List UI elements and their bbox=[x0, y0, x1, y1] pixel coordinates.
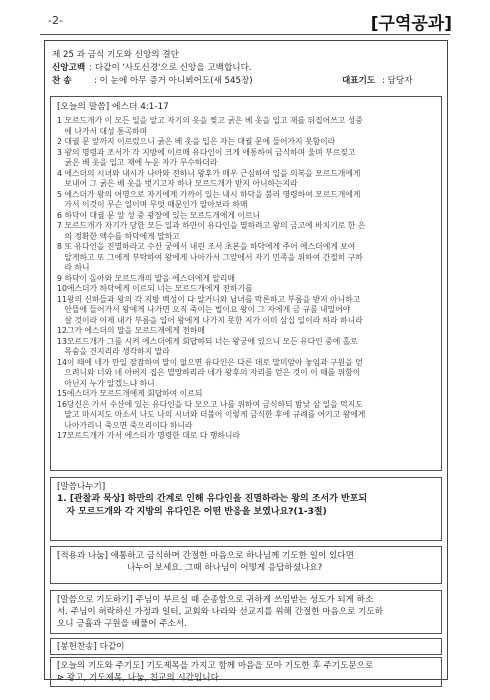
verse-line: 살 것이라 이제 내가 부름을 입어 왕에게 나가지 못한 지가 이미 삼십 일이라 하라 하니라 bbox=[57, 315, 363, 325]
verse-line: 안뜰에 들어가서 왕에게 나가면 오직 죽이는 법이요 왕이 그 자에게 금 규를 내밀어야 bbox=[57, 305, 351, 314]
verse-line: 16당신은 가서 수산에 있는 유다인을 다 모으고 나를 위하여 금식하되 밤낮 삼 일을 먹지도 bbox=[57, 399, 363, 409]
prayer-line-1: [말씀으로 기도하기] 주님이 부르실 때 순종함으로 귀하게 쓰임받는 성도가 되게 하소 bbox=[57, 595, 374, 605]
verse-line: 아닌지 누가 알겠느냐 하니 bbox=[57, 378, 155, 388]
verse-line: 알게하고 또 그에게 부탁하여 왕에게 나아가서 그앞에서 자기 민족을 위하여 간절히 구하 bbox=[57, 252, 363, 262]
confession-row bbox=[52, 63, 252, 74]
application-box bbox=[50, 546, 442, 584]
prayer-line-2: 서. 주님이 허락하신 가정과 일터, 교회와 나라와 선교지를 위해 간절한 마음으로 기도하 bbox=[57, 607, 384, 617]
verse-line: 보내어 그 굵은 베 옷을 벗기고자 하나 모르드개가 받지 아니하는지라 bbox=[57, 179, 298, 188]
verse-line: 라 하니 bbox=[57, 263, 90, 272]
today-prayer-box bbox=[50, 657, 442, 687]
scripture-heading: [오늘의 말씀] 에스더 4:1-17 bbox=[57, 102, 169, 112]
prayer-label: 대표기도 bbox=[342, 76, 376, 86]
prayer-group bbox=[342, 76, 413, 87]
confession-label: 신앙고백 bbox=[52, 63, 86, 73]
verse-line: 1 모르드개가 이 모든 일을 알고 자기의 옷을 찢고 굵은 베 옷을 입고 재를 뒤집어쓰고 성중 bbox=[57, 116, 363, 125]
verse-line: 10에스더가 하닥에게 이르되 너는 모르드개에게 전하기를 bbox=[57, 284, 253, 293]
application-label: [적용과 나눔] bbox=[57, 551, 108, 561]
verse-line: 의 정확한 액수를 하닥에게 말하고 bbox=[57, 231, 180, 241]
verse-line: 15에스더가 모르드개에게 회답하여 이르되 bbox=[57, 389, 203, 398]
verse-line: 14이 때에 네가 만일 잠잠하여 말이 없으면 유다인은 다른 데로 말미암아 놓임과 구원을 얻 bbox=[57, 357, 363, 367]
scripture-box bbox=[50, 96, 442, 471]
offering-text: [봉헌찬송] 다같이 bbox=[57, 642, 125, 652]
verse-line: 12그가 에스더의 말을 모르드개에게 전하매 bbox=[57, 326, 205, 335]
verse-line: 가서 이것이 무슨 일이며 무엇 때문인가 알아보라 하매 bbox=[57, 200, 248, 209]
application-line-1: 애통하고 금식하며 간절한 마음으로 하나님께 기도한 일이 있다면 bbox=[107, 551, 354, 561]
hymn-label: 찬 송 bbox=[52, 76, 72, 86]
verse-line: 2 대궐 문 앞까지 이르렀으니 굵은 베 옷을 입은 자는 대궐 문에 들어가지 못함이라 bbox=[57, 137, 336, 146]
today-prayer-line-2: ⊳ 광고, 기도제목, 나눔, 친교의 시간입니다. bbox=[57, 673, 222, 683]
verse-line: 17모르드개가 가서 에스더가 명령한 대로 다 행하니라 bbox=[57, 431, 240, 440]
prayer-text: : 담당자 bbox=[381, 76, 413, 86]
verse-line: 굵은 베 옷을 입고 재에 누운 자가 무수하더라 bbox=[57, 158, 218, 167]
verse-line: 8 또 유다인을 진멸하라고 수산 궁에서 내린 조서 초본을 하닥에게 주어 에스더에게 보여 bbox=[57, 242, 356, 251]
hymn-row bbox=[52, 76, 432, 87]
verse-list bbox=[57, 116, 437, 442]
verse-line: 목숨을 건지리라 생각하지 말라 bbox=[57, 347, 170, 356]
top-divider bbox=[40, 34, 450, 35]
verse-line: 으려니와 너와 네 아버지 집은 멸망하리라 네가 왕후의 자리를 얻은 것이 이 때를 위함이 bbox=[57, 368, 361, 377]
verse-line: 5 에스더가 왕의 어명으로 자기에게 가까이 있는 내시 하닥을 불러 명령하여 모르드개에게 bbox=[57, 189, 361, 199]
verse-line: 11왕의 신하들과 왕의 각 지방 백성이 다 알거니와 남녀를 막론하고 부름을 받지 아니하고 bbox=[57, 294, 361, 304]
verse-line: 4 에스더의 시녀와 내시가 나아와 전하니 왕후가 매우 근심하여 입을 의복을 모르드개에게 bbox=[57, 168, 361, 178]
lesson-title: 제 25 과 금식 기도와 신앙의 결단 bbox=[52, 50, 179, 60]
question-1-line-2: 자 모르드개와 각 지방의 유다인은 어떤 반응을 보였나요?(1-3절) bbox=[57, 507, 327, 517]
prayer-line-3: 오니 긍휼과 구원을 베풀어 주소서. bbox=[57, 619, 187, 629]
section-title: [구역공과] bbox=[370, 14, 452, 34]
hymn-text: : 이 눈에 아무 증거 아니뵈어도(새 545장) bbox=[94, 76, 253, 86]
verse-line: 나아가리니 죽으면 죽으리이다 하니라 bbox=[57, 420, 193, 430]
discussion-heading: [말씀나누기] bbox=[57, 482, 106, 492]
verse-line: 에 나가서 대성 통곡하며 bbox=[57, 126, 148, 136]
verse-line: 9 하닥이 돌아와 모르드개의 말을 에스더에게 알리매 bbox=[57, 273, 235, 283]
today-prayer-line-1: [오늘의 기도와 주기도] 기도제목을 가지고 함께 마음을 모아 기도한 후 주기도문으로 bbox=[57, 661, 374, 671]
application-line-2: 나누어 보세요. 그때 하나님이 어떻게 응답하셨나요? bbox=[127, 563, 323, 573]
page-number: -2- bbox=[48, 14, 63, 27]
offering-box bbox=[50, 638, 442, 655]
verse-line: 6 하닥이 대궐 문 앞 성 중 광장에 있는 모르드개에게 이르니 bbox=[57, 210, 260, 220]
discussion-box bbox=[50, 477, 442, 541]
confession-text: : 다같이 '사도신경'으로 신앙을 고백합니다. bbox=[89, 63, 252, 73]
verse-line: 3 왕의 명령과 조서가 각 지방에 이르매 유다인이 크게 애통하여 금식하며 울며 부르짖고 bbox=[57, 147, 356, 157]
question-1-line-1: 1. [관찰과 묵상] 하만의 간계로 인해 유다인을 진멸하라는 왕의 조서가 반포되 bbox=[57, 494, 368, 504]
application-row bbox=[57, 550, 435, 562]
verse-line: 13모르드개가 그를 시켜 에스더에게 회답하되 너는 왕궁에 있으니 모든 유다인 중에 홀로 bbox=[57, 336, 358, 346]
verse-line: 7 모르드개가 자기가 당한 모든 일과 하만이 유다인을 멸하려고 왕의 금고에 바치기로 한 은 bbox=[57, 221, 366, 230]
verse-line: 말고 마시지도 마소서 나도 나의 시녀와 더불어 이렇게 금식한 후에 규례를 어기고 왕에게 bbox=[57, 410, 366, 419]
prayer-box bbox=[50, 590, 442, 634]
